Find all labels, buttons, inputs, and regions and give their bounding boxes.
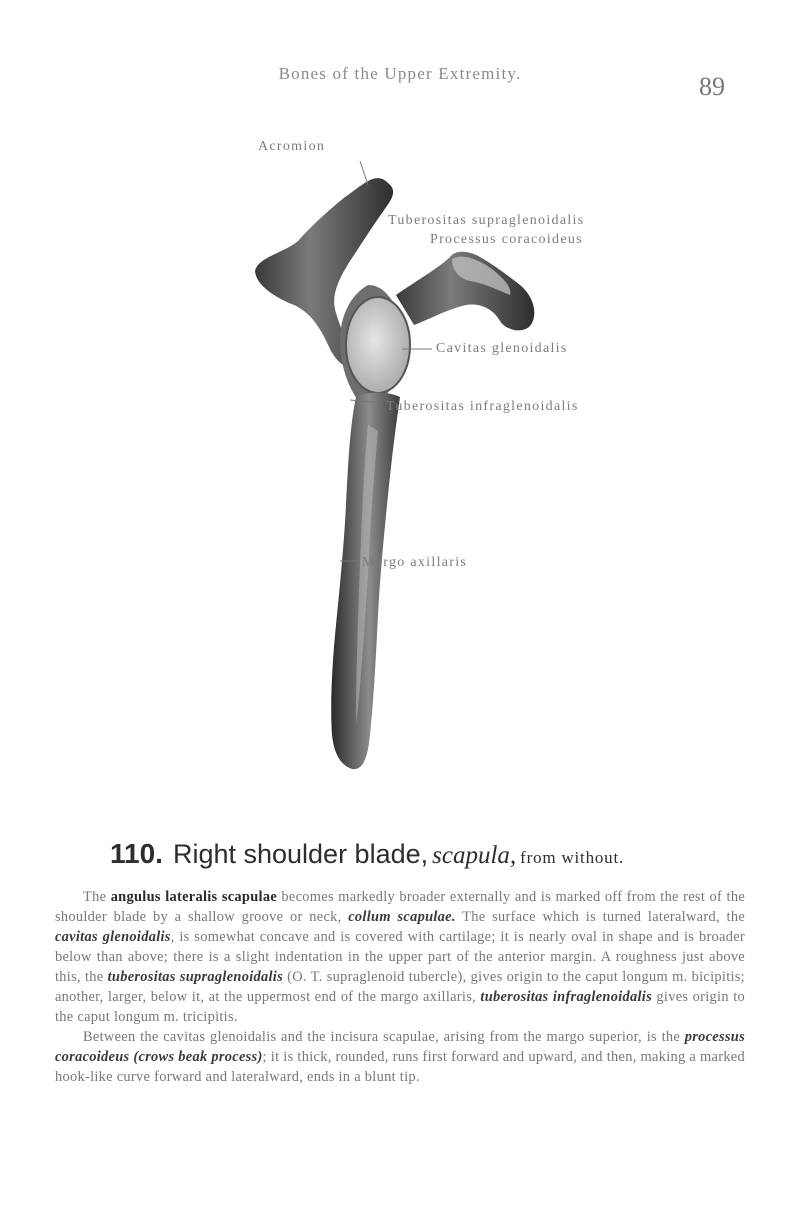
figure-subtitle: from without.: [520, 848, 625, 867]
p1-text-1: The: [83, 889, 111, 905]
glenoid-cavity-shape: [346, 297, 410, 393]
term-processus-coracoideus: processus coracoideus (crows beak process): [55, 1029, 745, 1065]
term-cavitas-glenoidalis: cavitas glenoidalis: [55, 929, 171, 945]
label-tuberositas-supraglenoidalis: Tuberositas supraglenoidalis: [388, 213, 585, 228]
p2-text-2: ; it is thick, rounded, runs first forward and upward, and then, making a marked hook-like curve forward and lateralward, ends in a blunt tip.: [55, 1049, 745, 1085]
paragraph-1: [55, 887, 745, 1027]
p1-text-3: The surface which is turned lateralward, the: [455, 909, 746, 925]
figure-caption: [110, 838, 710, 870]
page-header: [0, 58, 800, 101]
p1-text-2: becomes markedly broader externally and is marked off from the rest of the shoulder blade by a shallow groove or neck,: [55, 889, 746, 925]
scapula-figure: [200, 135, 660, 795]
figure-latin-name: scapula,: [432, 842, 517, 869]
label-margo-axillaris: Margo axillaris: [362, 555, 468, 570]
term-angulus-lateralis: angulus lateralis scapulae: [110, 889, 278, 905]
paragraph-2: [55, 1027, 745, 1087]
body-text: [55, 887, 745, 1087]
term-collum-scapulae: collum scapulae.: [348, 909, 456, 925]
page-number: 89: [699, 72, 725, 101]
p2-text-1: Between the cavitas glenoidalis and the incisura scapulae, arising from the margo superior, is the: [83, 1029, 685, 1045]
figure-number: 110.: [110, 838, 163, 869]
label-tuberositas-infraglenoidalis: Tuberositas infraglenoidalis: [386, 399, 579, 414]
label-acromion: Acromion: [258, 139, 326, 154]
label-cavitas-glenoidalis: Cavitas glenoidalis: [436, 341, 568, 356]
p1-text-5: (O. T. supraglenoid tubercle), gives origin to the caput longum m. bicipitis; another, larger, below it, at the uppermost end of the margo axillaris,: [55, 969, 745, 1005]
running-title: Bones of the Upper Extremity.: [278, 64, 522, 83]
p1-text-4: , is somewhat concave and is covered with cartilage; it is nearly oval in shape and is broader below than above; there is a slight indentation in the upper part of the anterior margin. A roughness just above this, the: [55, 929, 745, 985]
p1-text-6: gives origin to the caput longum m. tricipitis.: [55, 989, 746, 1025]
label-processus-coracoideus: Processus coracoideus: [430, 232, 583, 247]
term-tuberositas-supraglenoidalis: tuberositas supraglenoidalis: [107, 969, 283, 985]
term-tuberositas-infraglenoidalis: tuberositas infraglenoidalis: [480, 989, 653, 1005]
figure-title: Right shoulder blade,: [172, 839, 429, 869]
